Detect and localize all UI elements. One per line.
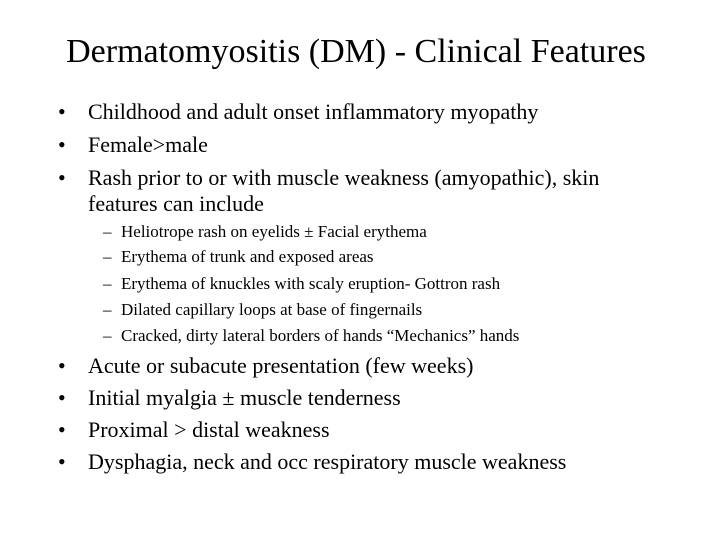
bullet-text-line-2: features can include [88,191,264,216]
bullet-dot-icon: • [58,99,66,124]
bullet-dot-icon: • [58,165,66,190]
sub-bullet-text: Dilated capillary loops at base of fingernails [121,300,423,319]
sub-bullet-text: Heliotrope rash on eyelids ± Facial erythema [121,222,427,241]
bullet-text: Dysphagia, neck and occ respiratory muscle weakness [88,449,567,474]
bullet-dot-icon: • [58,449,66,474]
bullet-text: Proximal > distal weakness [88,417,330,442]
dash-icon: – [103,300,112,319]
bullet-text: Childhood and adult onset inflammatory myopathy [88,99,539,124]
bullet-text-line-1: Rash prior to or with muscle weakness (amyopathic), skin [88,165,600,190]
bullet-text: Female>male [88,132,208,157]
bullet-dot-icon: • [58,132,66,157]
bullet-text: Acute or subacute presentation (few weeks) [88,353,474,378]
sub-bullet-text: Erythema of trunk and exposed areas [121,247,374,266]
bullet-dot-icon: • [58,417,66,442]
sub-bullet-text: Erythema of knuckles with scaly eruption- Gottron rash [121,274,501,293]
dash-icon: – [103,247,112,266]
bullet-dot-icon: • [58,385,66,410]
dash-icon: – [103,326,112,345]
sub-bullet-text: Cracked, dirty lateral borders of hands “Mechanics” hands [121,326,520,345]
bullet-dot-icon: • [58,353,66,378]
dash-icon: – [103,222,112,241]
bullet-text: Initial myalgia ± muscle tenderness [88,385,401,410]
slide-title: Dermatomyositis (DM) - Clinical Features [66,33,646,70]
dash-icon: – [103,274,112,293]
